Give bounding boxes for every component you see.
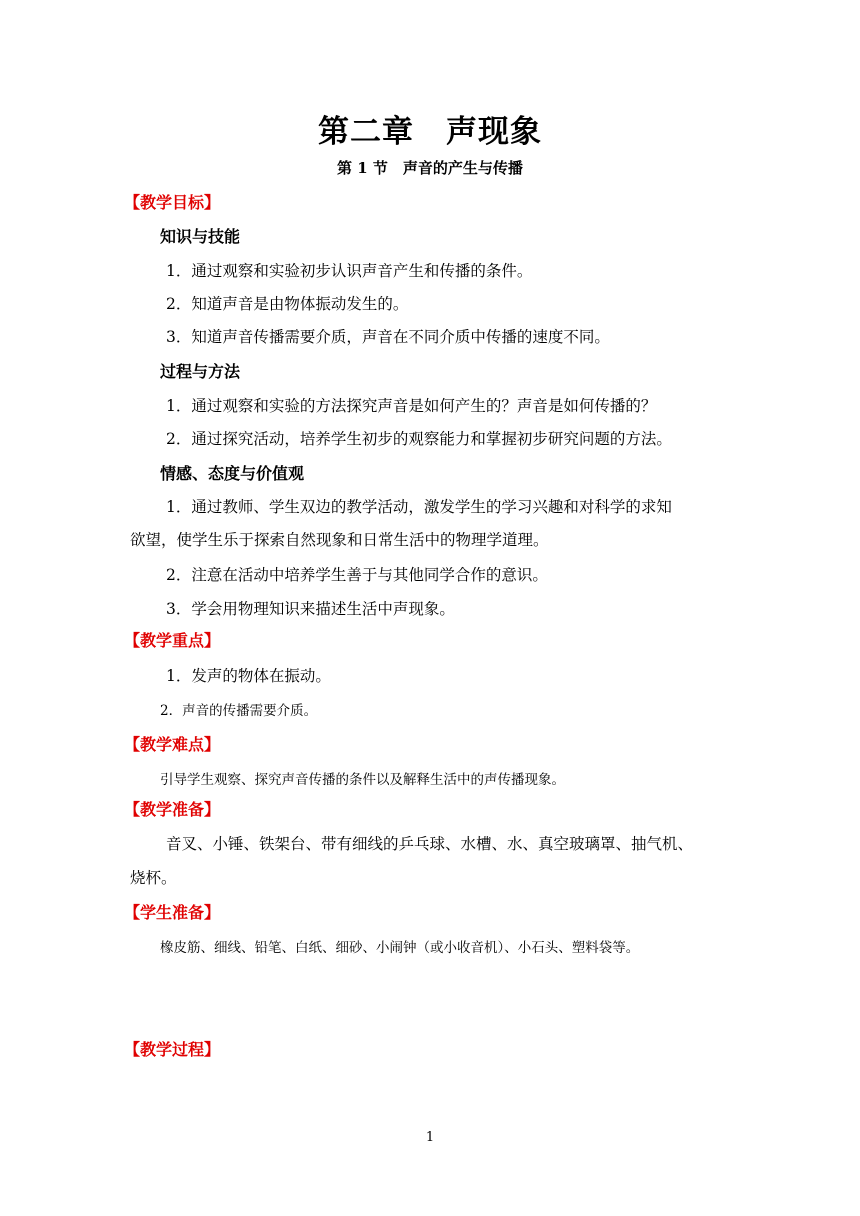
key-point-item: 1．发声的物体在振动。 (166, 667, 331, 685)
difficulty-text: 引导学生观察、探究声音传播的条件以及解释生活中的声传播现象。 (160, 772, 565, 788)
teacher-prep-line-continuation: 烧杯。 (130, 869, 177, 887)
goal-knowledge-item: 1．通过观察和实验初步认识声音产生和传播的条件。 (166, 262, 533, 280)
subheading-knowledge-skills: 知识与技能 (160, 227, 241, 246)
chapter-title: 第二章 声现象 (318, 114, 542, 150)
teacher-prep-line: 音叉、小锤、铁架台、带有细线的乒乓球、水槽、水、真空玻璃罩、抽气机、 (166, 835, 694, 853)
goal-emotion-item-continuation: 欲望，使学生乐于探索自然现象和日常生活中的物理学道理。 (130, 531, 549, 549)
student-prep-text: 橡皮筋、细线、铅笔、白纸、细砂、小闹钟（或小收音机）、小石头、塑料袋等。 (160, 940, 640, 956)
goal-emotion-item: 3．学会用物理知识来描述生活中声现象。 (166, 600, 455, 618)
subheading-emotion-values: 情感、态度与价值观 (160, 464, 305, 483)
heading-teaching-goals: 【教学目标】 (124, 193, 221, 212)
goal-knowledge-item: 3．知道声音传播需要介质，声音在不同介质中传播的速度不同。 (166, 328, 610, 346)
heading-difficulties: 【教学难点】 (124, 735, 221, 754)
heading-key-points: 【教学重点】 (124, 631, 221, 650)
goal-knowledge-item: 2．知道声音是由物体振动发生的。 (166, 295, 409, 313)
goal-process-item: 1．通过观察和实验的方法探究声音是如何产生的？声音是如何传播的？ (166, 397, 657, 415)
key-point-item: 2．声音的传播需要介质。 (160, 703, 318, 719)
goal-emotion-item: 1．通过教师、学生双边的教学活动，激发学生的学习兴趣和对科学的求知 (166, 498, 672, 516)
page-number: 1 (425, 1130, 435, 1145)
goal-emotion-item: 2．注意在活动中培养学生善于与其他同学合作的意识。 (166, 566, 548, 584)
heading-teacher-prep: 【教学准备】 (124, 800, 221, 819)
goal-process-item: 2．通过探究活动，培养学生初步的观察能力和掌握初步研究问题的方法。 (166, 430, 672, 448)
section-title: 第 1 节 声音的产生与传播 (337, 159, 523, 177)
heading-student-prep: 【学生准备】 (124, 903, 221, 922)
heading-teaching-process: 【教学过程】 (124, 1040, 221, 1059)
subheading-process-methods: 过程与方法 (160, 362, 241, 381)
